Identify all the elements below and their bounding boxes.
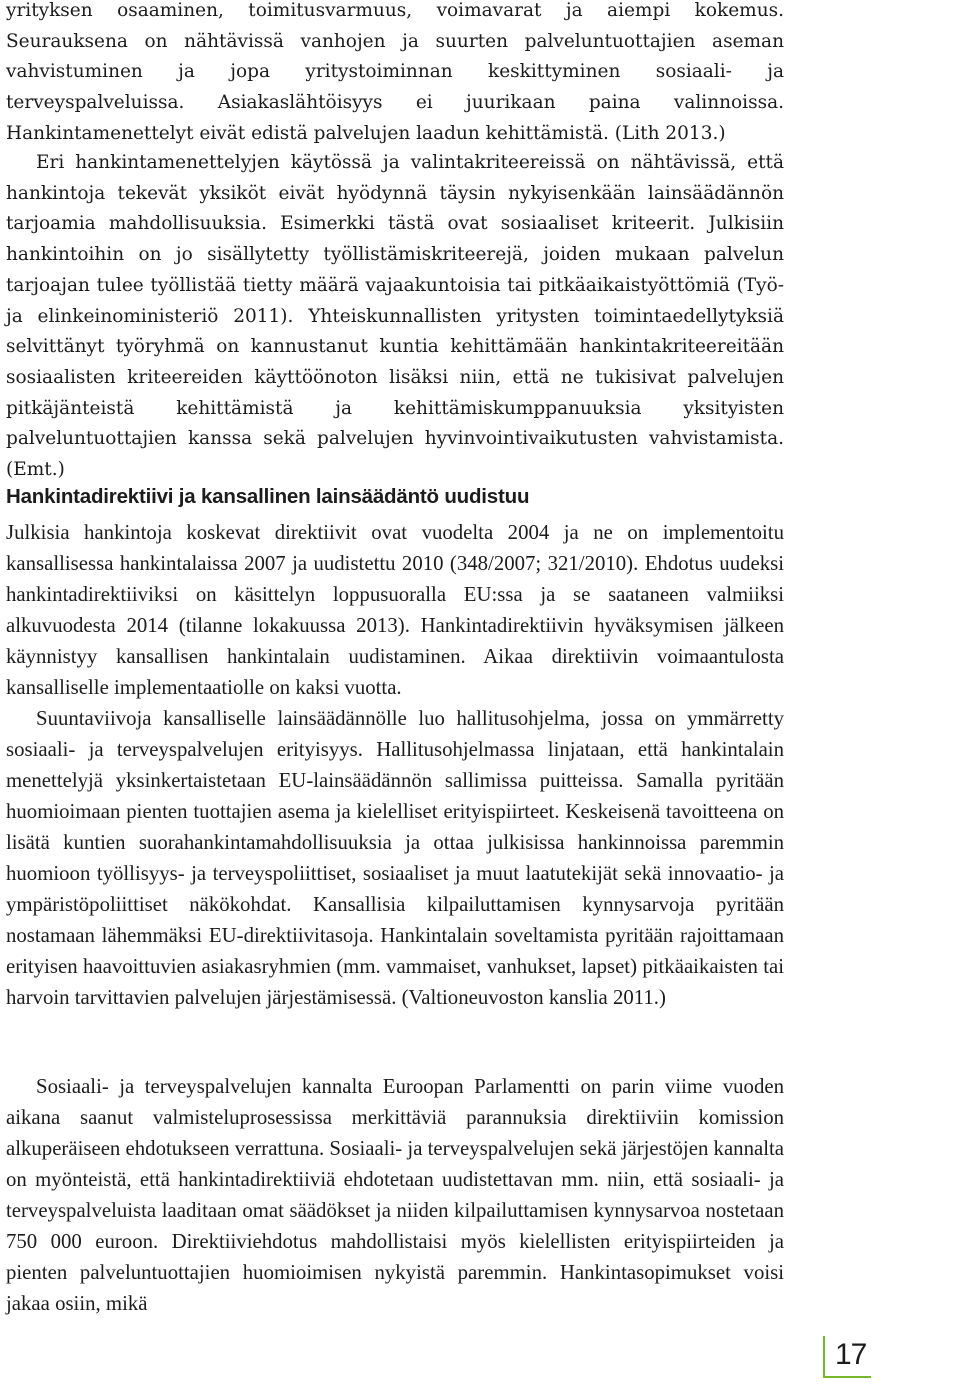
page-number-rule <box>823 1336 825 1378</box>
paragraph: Sosiaali- ja terveyspalvelujen kannalta Euroopan Parlamentti on parin viime vuoden aikana saanut valmisteluprosessissa merkittäviä parannuksia direktiiviin komission alkuperäiseen ehdotukseen verrattuna. Sosiaali- ja terveyspalvelujen sekä järjestöjen kannalta on myönteistä, että hankintadirektiiviä ehdotetaan uudistettavan mm. niin, että sosiaali- ja terveyspalveluista laaditaan omat säädökset ja niiden kilpailuttamisen kynnysarvoa nostetaan 750 000 euroon. Direktiiviehdotus mahdollistaisi myös kielellisten erityispiirteiden ja pienten palveluntuottajien huomioimisen nykyistä paremmin. Hankintasopimukset voisi jakaa osiin, mikä <box>6 1075 784 1315</box>
page-number: 17 <box>835 1338 867 1371</box>
page-number-box <box>823 1336 883 1378</box>
paragraph: yrityksen osaaminen, toimitusvarmuus, voimavarat ja aiempi kokemus. Seurauksena on nähtävissä vanhojen ja suurten palveluntuottajien aseman vahvistuminen ja jopa yritystoiminnan keskittyminen sosiaali- ja terveyspalveluissa. Asiakaslähtöisyys ei juurikaan paina valinnoissa. Hankintamenettelyt eivät edistä palvelujen laadun kehittämistä. (Lith 2013.) <box>6 0 784 144</box>
paragraph: Julkisia hankintoja koskevat direktiivit ovat vuodelta 2004 ja ne on implementoitu kansallisessa hankintalaissa 2007 ja uudistettu 2010 (348/2007; 321/2010). Ehdotus uudeksi hankintadirektiiviksi on käsittelyn loppusuoralla EU:ssa ja se saataneen valmiiksi alkuvuodesta 2014 (tilanne lokakuussa 2013). Hankintadirektiivin hyväksymisen jälkeen käynnistyy kansallisen hankintalain uudistaminen. Aikaa direktiivin voimaantulosta kansalliselle implementaatiolle on kaksi vuotta. <box>6 521 784 699</box>
page-number-underline <box>823 1376 871 1378</box>
paragraph: Eri hankintamenettelyjen käytössä ja valintakriteereissä on nähtävissä, että hankintoja tekevät yksiköt eivät hyödynnä täysin nykyisenkään lainsäädännön tarjoamia mahdollisuuksia. Esimerkki tästä ovat sosiaaliset kriteerit. Julkisiin hankintoihin on jo sisällytetty työllistämiskriteerejä, joiden mukaan palvelun tarjoajan tulee työllistää tietty määrä vajaakuntoisia tai pitkäaikaistyöttömiä (Työ- ja elinkeinoministeriö 2011). Yhteiskunnallisten yritysten toimintaedellytyksiä selvittänyt työryhmä on kannustanut kuntia kehittämään hankintakriteereitään sosiaalisten kriteereiden käyttöönoton lisäksi niin, että ne tukisivat palvelujen pitkäjänteistä kehittämistä ja kehittämiskumppanuuksia yksityisten palveluntuottajien kanssa sekä palvelujen hyvinvointivaikutusten vahvistamista. (Emt.) <box>6 152 784 481</box>
paragraph: Suuntaviivoja kansalliselle lainsäädännölle luo hallitusohjelma, jossa on ymmärretty sosiaali- ja terveyspalvelujen erityisyys. Hallitusohjelmassa linjataan, että hankintalain menettelyjä yksinkertaistetaan EU-lainsäädännön sallimissa puitteissa. Samalla pyritään huomioimaan pienten tuottajien asema ja kielelliset erityispiirteet. Keskeisenä tavoitteena on lisätä kuntien suorahankintamahdollisuuksia ja ottaa julkisissa hankinnoissa paremmin huomioon työllisyys- ja terveyspoliittiset, sosiaaliset ja muut laatutekijät sekä innovaatio- ja ympäristöpoliittiset näkökohdat. Kansallisia kilpailuttamisen kynnysarvoja pyritään nostamaan lähemmäksi EU-direktiivitasoja. Hankintalain soveltamista pyritään rajoittamaan erityisen haavoittuvien asiakasryhmien (mm. vammaiset, vanhukset, lapset) pitkäaikaisten tai harvoin tarvittavien palvelujen järjestämisessä. (Valtioneuvoston kanslia 2011.) <box>6 707 784 1009</box>
section-heading: Hankintadirektiivi ja kansallinen lainsäädäntö uudistuu <box>6 485 530 508</box>
